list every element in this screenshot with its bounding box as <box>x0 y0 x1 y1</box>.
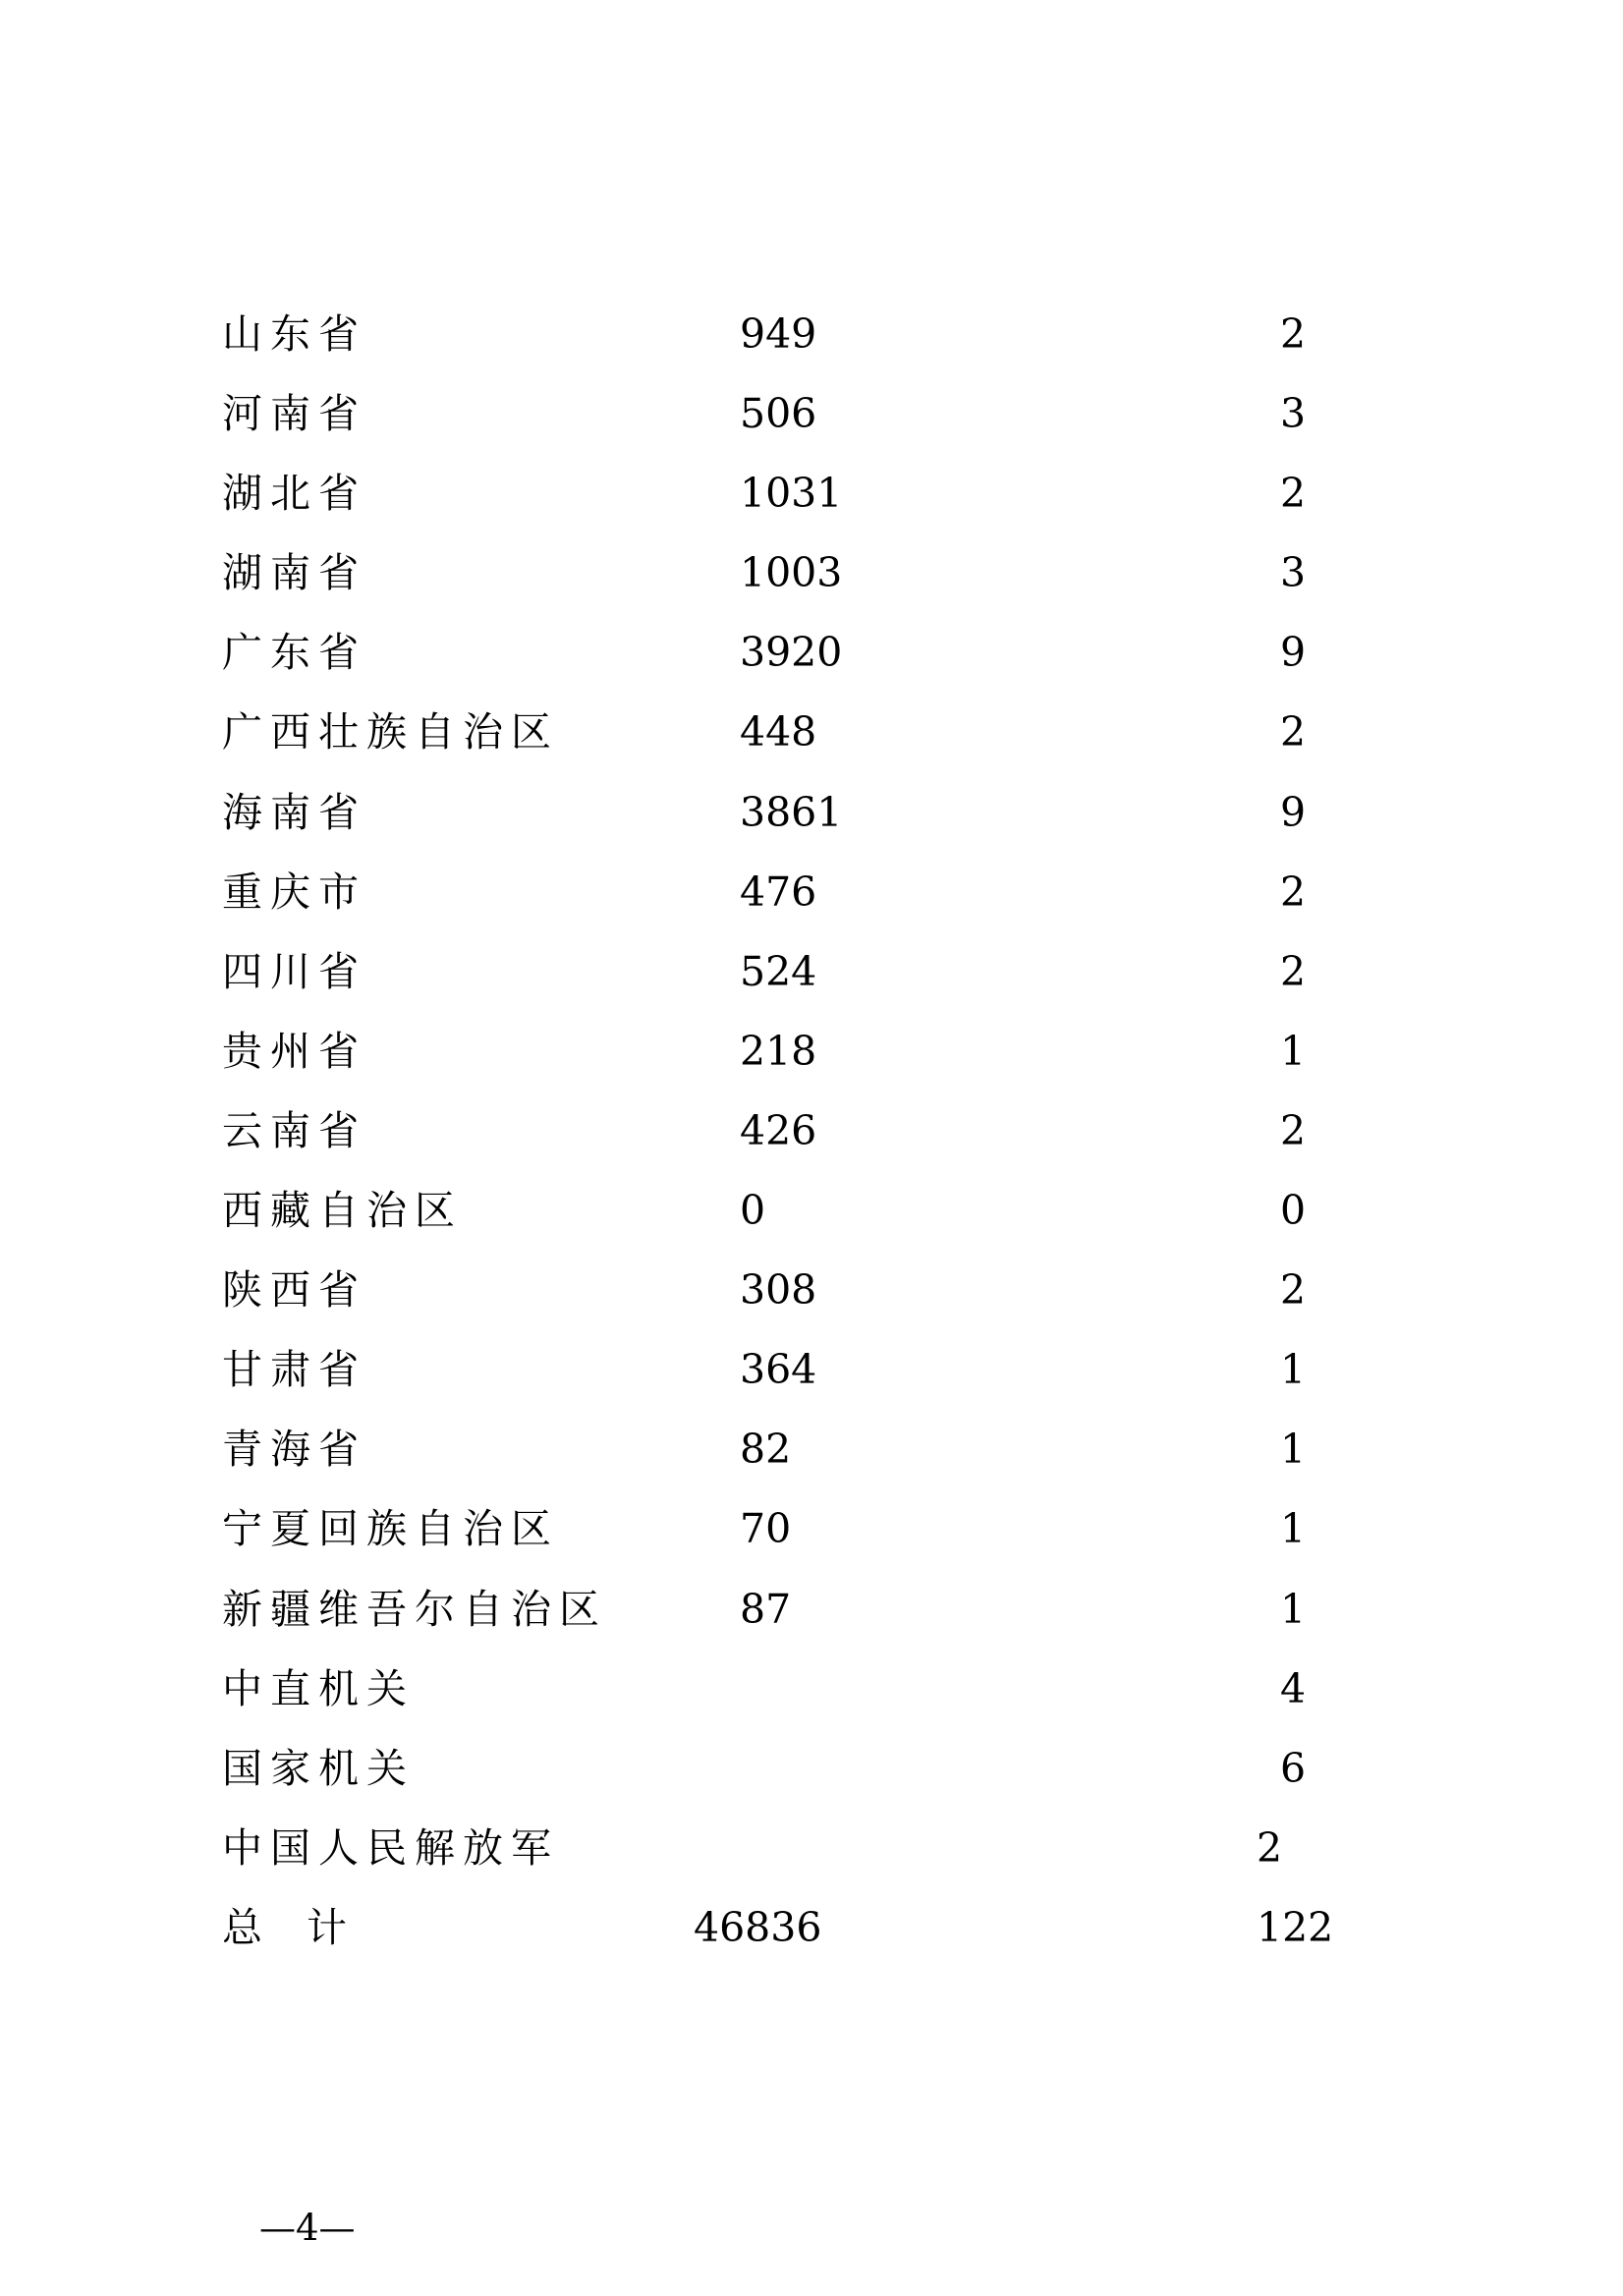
row-value-1: 218 <box>740 1027 817 1075</box>
row-name: 国家机关 <box>222 1744 415 1792</box>
row-value-1: 3920 <box>740 629 843 677</box>
statistics-table <box>222 295 1401 1968</box>
row-value-2: 2 <box>1280 868 1307 916</box>
row-value-1: 448 <box>740 708 817 756</box>
row-value-1: 524 <box>740 947 817 995</box>
table-row-total <box>222 1888 1401 1968</box>
row-name: 云南省 <box>222 1106 366 1154</box>
row-value-2: 3 <box>1280 549 1307 597</box>
row-value-1: 1031 <box>740 470 843 518</box>
row-value-2: 1 <box>1280 1346 1307 1394</box>
row-name: 海南省 <box>222 788 366 836</box>
table-row-henan <box>222 374 1401 454</box>
table-row-qinghai <box>222 1410 1401 1489</box>
row-value-1: 1003 <box>740 549 843 597</box>
row-name: 青海省 <box>222 1426 366 1474</box>
row-name: 中直机关 <box>222 1664 415 1712</box>
row-value-1: 0 <box>740 1187 766 1235</box>
row-value-2: 3 <box>1280 390 1307 438</box>
row-value-2: 1 <box>1280 1426 1307 1474</box>
table-row-gansu <box>222 1330 1401 1410</box>
row-name: 贵州省 <box>222 1027 366 1075</box>
row-value-2: 9 <box>1280 629 1307 677</box>
row-name: 湖南省 <box>222 549 366 597</box>
table-row-central-organs <box>222 1650 1401 1729</box>
table-row-guangdong <box>222 613 1401 693</box>
row-value-2: 2 <box>1280 1106 1307 1154</box>
table-row-xizang <box>222 1171 1401 1251</box>
page-number: —4— <box>259 2207 356 2249</box>
row-value-1: 476 <box>740 868 817 916</box>
total-label-first: 总 <box>222 1903 262 1951</box>
row-value-2: 9 <box>1280 788 1307 836</box>
row-value-1: 949 <box>740 310 817 358</box>
table-row-yunnan <box>222 1092 1401 1171</box>
row-name: 重庆市 <box>222 868 366 916</box>
row-name: 中国人民解放军 <box>222 1823 559 1872</box>
row-value-1: 3861 <box>740 788 843 836</box>
table-row-hainan <box>222 773 1401 853</box>
table-row-chongqing <box>222 853 1401 932</box>
table-row-shaanxi <box>222 1251 1401 1330</box>
total-label <box>222 1888 347 1968</box>
row-value-1: 308 <box>740 1266 817 1315</box>
table-row-shandong <box>222 295 1401 374</box>
row-value-1: 87 <box>740 1585 792 1633</box>
row-value-2: 2 <box>1280 947 1307 995</box>
row-value-2: 2 <box>1280 470 1307 518</box>
row-value-2: 6 <box>1280 1744 1307 1792</box>
row-name: 四川省 <box>222 947 366 995</box>
row-value-1: 70 <box>740 1505 792 1553</box>
row-value-2: 1 <box>1280 1585 1307 1633</box>
total-value-1: 46836 <box>694 1903 822 1951</box>
table-row-hunan <box>222 533 1401 613</box>
row-value-2: 1 <box>1280 1505 1307 1553</box>
row-value-1: 82 <box>740 1426 792 1474</box>
row-value-2: 2 <box>1257 1823 1283 1872</box>
total-label-second: 计 <box>307 1903 347 1951</box>
table-row-guangxi <box>222 693 1401 772</box>
row-value-2: 0 <box>1280 1187 1307 1235</box>
row-name: 宁夏回族自治区 <box>222 1505 559 1553</box>
row-name: 陕西省 <box>222 1266 366 1315</box>
row-value-1: 426 <box>740 1106 817 1154</box>
table-row-ningxia <box>222 1489 1401 1569</box>
table-row-state-organs <box>222 1729 1401 1809</box>
row-value-1: 364 <box>740 1346 817 1394</box>
row-name: 广东省 <box>222 629 366 677</box>
row-name: 新疆维吾尔自治区 <box>222 1585 607 1633</box>
row-value-2: 2 <box>1280 708 1307 756</box>
table-row-hubei <box>222 454 1401 533</box>
row-name: 西藏自治区 <box>222 1187 463 1235</box>
row-name: 河南省 <box>222 390 366 438</box>
row-name: 广西壮族自治区 <box>222 708 559 756</box>
row-value-2: 2 <box>1280 1266 1307 1315</box>
row-value-2: 2 <box>1280 310 1307 358</box>
table-row-guizhou <box>222 1012 1401 1092</box>
row-value-2: 4 <box>1280 1664 1307 1712</box>
row-value-2: 1 <box>1280 1027 1307 1075</box>
total-value-2: 122 <box>1257 1903 1334 1951</box>
row-name: 山东省 <box>222 310 366 358</box>
row-name: 湖北省 <box>222 470 366 518</box>
row-name: 甘肃省 <box>222 1346 366 1394</box>
row-value-1: 506 <box>740 390 817 438</box>
table-row-xinjiang <box>222 1570 1401 1650</box>
table-row-pla <box>222 1809 1401 1888</box>
table-row-sichuan <box>222 932 1401 1012</box>
